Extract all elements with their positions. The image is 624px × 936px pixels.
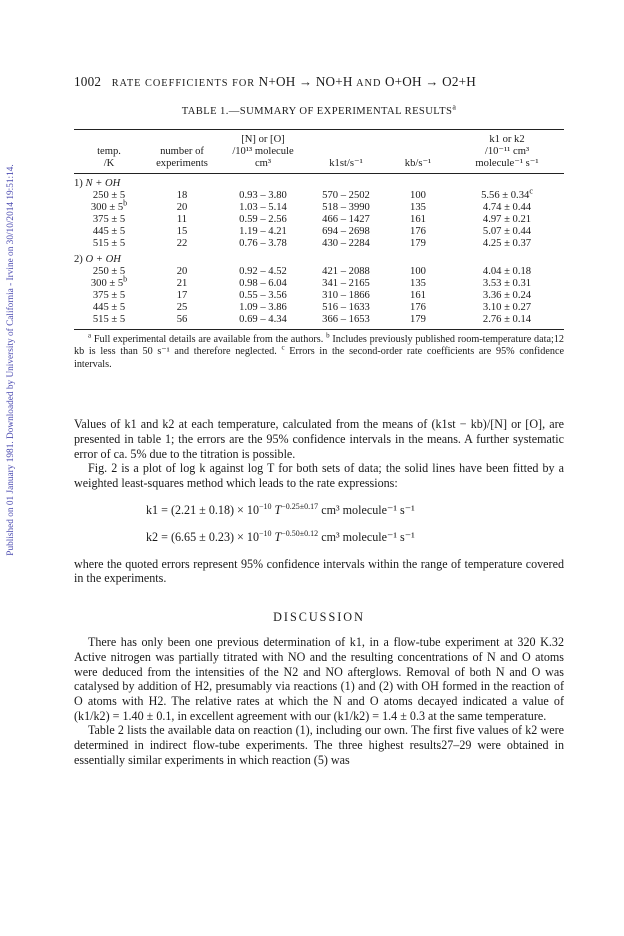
cell-k1st: 570 – 2502: [322, 190, 370, 201]
equation-k2: [74, 530, 564, 545]
cell-kb: 135: [410, 202, 426, 213]
col-kb-label: kb/s⁻¹: [404, 158, 432, 169]
table-row: [74, 238, 564, 250]
cell-k: 4.04 ± 0.18: [482, 266, 532, 277]
eq1-units: cm³ molecule⁻¹ s⁻¹: [321, 502, 415, 517]
cell-temp: 445 ± 5: [92, 226, 126, 237]
footnote-c-mark: c: [281, 344, 285, 353]
cell-kb: 100: [410, 266, 426, 277]
cell-temp: 515 ± 5: [74, 314, 144, 330]
cell-kb: 179: [410, 238, 426, 249]
header-title: RATE COEFFICIENTS FOR: [111, 78, 256, 89]
section-title: DISCUSSION: [273, 610, 365, 625]
cell-temp: 445 ± 5: [92, 302, 126, 313]
cell-k: 5.56 ± 0.34$^c$: [481, 186, 533, 201]
header-conjunction: AND: [356, 78, 382, 89]
running-header: [74, 74, 564, 90]
table-row: [74, 314, 564, 330]
group-row-1: [74, 174, 564, 191]
eq2-lhs: k2 = (6.65 ± 0.23) × 10: [146, 529, 259, 544]
eq2-units: cm³ molecule⁻¹ s⁻¹: [321, 529, 415, 544]
cell-experiments: 25: [176, 302, 188, 313]
paragraph-errors: where the quoted errors represent 95% confidence intervals within the range of temperature covered in the experiments.: [74, 556, 564, 586]
equation-k1: [74, 503, 564, 518]
eq2-exp1: −10: [259, 528, 272, 538]
cell-k: 4.97 ± 0.21: [482, 214, 532, 225]
group-1-text: N + OH: [85, 178, 121, 189]
col-temp: [74, 130, 144, 174]
footnote-b-mark: b: [326, 331, 330, 340]
results-table: [74, 129, 564, 330]
cell-temp: 515 ± 5: [92, 238, 126, 249]
cell-k: 3.53 ± 0.31: [482, 278, 532, 289]
cell-experiments: 20: [176, 266, 188, 277]
cell-concentration: 0.76 – 3.78: [239, 238, 287, 249]
cell-experiments: 18: [176, 190, 188, 201]
table-row: [74, 302, 564, 314]
cell-k1st: 310 – 1866: [322, 290, 370, 301]
eq1-T: T: [274, 502, 282, 517]
col-conc-l3: cm³: [254, 158, 272, 169]
cell-kb: 161: [410, 290, 426, 301]
col-concentration: [220, 130, 306, 174]
cell-k: 4.25 ± 0.37: [482, 238, 532, 249]
table-row: [74, 290, 564, 302]
cell-k: 3.36 ± 0.24: [482, 290, 532, 301]
table-title-text: TABLE 1.—SUMMARY OF EXPERIMENTAL RESULTS: [181, 106, 453, 117]
group-2-num: 2): [74, 254, 83, 265]
cell-experiments: 21: [176, 278, 188, 289]
cell-kb: 135: [410, 278, 426, 289]
cell-temp: $300 \pm 5^b$: [90, 274, 128, 289]
footnote-c: Errors in the second-order rate coefficients are 95% confidence intervals.: [74, 346, 565, 370]
cell-k1st: 466 – 1427: [322, 214, 370, 225]
col-experiments: [144, 130, 220, 174]
cell-note: b: [123, 198, 128, 208]
col-k-l1: k1 or k2: [489, 134, 525, 145]
cell-concentration: 0.69 – 4.34: [220, 314, 306, 330]
paragraph-discussion: There has only been one previous determination of k1, in a flow-tube experiment at 320 K.32 Active nitrogen was partially titrated with NO and the resulting concentrations of N and O atoms were deduced from the intensities of the N2 and NO afterglows. Removal of both N and O was catalysed by addition of H2, presumably via reactions (1) and (2) with OH formed in the reaction of O atoms with H2. The relative rates at which the N and O atoms decayed indicated a value of (k1/k2) = 1.40 ± 0.1, in excellent agreement with our (k1/k2) = 1.4 ± 0.3 at the same temperature.: [74, 635, 564, 723]
col-exp-l2: experiments: [156, 158, 208, 169]
cell-experiments: 20: [176, 202, 188, 213]
cell-experiments: 17: [176, 290, 188, 301]
cell-k1st: 366 – 1653: [306, 314, 386, 330]
paper-page: [74, 74, 564, 767]
table-title: [74, 102, 564, 117]
cell-concentration: 1.03 – 5.14: [239, 202, 287, 213]
cell-note: b: [123, 274, 128, 284]
header-reaction-1: N+OH → NO+H: [258, 74, 353, 89]
paragraph-fig2: Fig. 2 is a plot of log k against log T for both sets of data; the solid lines have been fitted by a weighted least-squares method which leads to the rate expressions:: [74, 461, 564, 491]
col-temp-l1: temp.: [97, 146, 121, 157]
cell-temp: 250 ± 5: [92, 190, 126, 201]
col-k-l2: /10⁻¹¹ cm³: [484, 146, 530, 157]
cell-concentration: 1.19 – 4.21: [239, 226, 287, 237]
cell-concentration: 0.92 – 4.52: [239, 266, 287, 277]
cell-k: 2.76 ± 0.14: [450, 314, 564, 330]
footnote-a-mark: a: [88, 331, 92, 340]
cell-concentration: 0.93 – 3.80: [239, 190, 287, 201]
col-kb: [386, 130, 450, 174]
cell-experiments: 22: [176, 238, 188, 249]
eq1-exp1: −10: [259, 501, 272, 511]
eq1-lhs: k1 = (2.21 ± 0.18) × 10: [146, 502, 259, 517]
table-row: [74, 266, 564, 278]
cell-k1st: 430 – 2284: [322, 238, 370, 249]
cell-k1st: 421 – 2088: [322, 266, 370, 277]
table-row: [74, 214, 564, 226]
footnote-a: Full experimental details are available from the authors.: [93, 334, 324, 345]
cell-k: 3.10 ± 0.27: [482, 302, 532, 313]
eq1-exp2: −0.25±0.17: [281, 501, 319, 511]
eq2-exp2: −0.50±0.12: [281, 528, 319, 538]
cell-experiments: 15: [176, 226, 188, 237]
cell-kb: 161: [410, 214, 426, 225]
cell-k1st: 694 – 2698: [322, 226, 370, 237]
col-exp-l1: number of: [160, 146, 204, 157]
download-watermark: [4, 130, 18, 590]
table-row: [74, 226, 564, 238]
table-row: [74, 190, 564, 202]
col-conc-l1: [N] or [O]: [241, 134, 285, 145]
col-k: [450, 130, 564, 174]
col-conc-l2: /10¹³ molecule: [232, 146, 294, 157]
table-title-note: a: [452, 102, 457, 112]
table-row: [74, 202, 564, 214]
cell-temp: 375 ± 5: [92, 214, 126, 225]
col-k1st: [306, 130, 386, 174]
cell-k: 4.74 ± 0.44: [482, 202, 532, 213]
cell-note: c: [529, 186, 533, 196]
cell-kb: 100: [410, 190, 426, 201]
cell-temp: 250 ± 5: [92, 266, 126, 277]
cell-k1st: 518 – 3990: [322, 202, 370, 213]
table-footnotes: [74, 331, 565, 371]
cell-temp: 375 ± 5: [92, 290, 126, 301]
download-watermark-text: Published on 01 January 1981. Downloaded by University of California - Irvine on 30/10/2014 19:51:14.: [6, 164, 16, 556]
table-row: [74, 278, 564, 290]
col-temp-l2: /K: [103, 158, 115, 169]
group-label-2: [74, 250, 564, 266]
cell-kb: 176: [410, 302, 426, 313]
cell-k: 5.07 ± 0.44: [482, 226, 532, 237]
group-row-2: [74, 250, 564, 266]
group-2-text: O + OH: [85, 254, 121, 265]
group-label-1: [74, 174, 564, 191]
cell-concentration: 0.59 – 2.56: [239, 214, 287, 225]
cell-concentration: 1.09 – 3.86: [239, 302, 287, 313]
cell-k1st: 516 – 1633: [322, 302, 370, 313]
col-k1st-label: k1st/s⁻¹: [329, 158, 363, 169]
table-header-row: [74, 130, 564, 174]
cell-temp: $300 \pm 5^b$: [90, 198, 128, 213]
paragraph-values: Values of k1 and k2 at each temperature, calculated from the means of (k1st − kb)/[N] or [O], are presented in table 1; the errors are the 95% confidence intervals in the means. A further systematic error of ca. 5% due to the titration is possible.: [74, 417, 564, 461]
cell-kb: 179: [386, 314, 450, 330]
cell-concentration: 0.98 – 6.04: [239, 278, 287, 289]
cell-concentration: 0.55 – 3.56: [239, 290, 287, 301]
paragraph-table2: Table 2 lists the available data on reaction (1), including our own. The first five values of k2 were determined in indirect flow-tube experiments. The three highest results27–29 were obtained in essentially similar experiments in which reaction (5) was: [74, 723, 564, 767]
group-1-num: 1): [74, 178, 83, 189]
cell-experiments: 56: [144, 314, 220, 330]
header-reaction-2: O+OH → O2+H: [384, 74, 477, 89]
page-number: 1002: [74, 74, 102, 89]
cell-kb: 176: [410, 226, 426, 237]
eq2-T: T: [274, 529, 282, 544]
footnote-b: Includes previously published room-temperature data;12 kb is less than 50 s⁻¹ and therefore neglected.: [74, 334, 565, 358]
col-k-l3: molecule⁻¹ s⁻¹: [475, 158, 539, 169]
cell-k1st: 341 – 2165: [322, 278, 370, 289]
cell-experiments: 11: [176, 214, 188, 225]
